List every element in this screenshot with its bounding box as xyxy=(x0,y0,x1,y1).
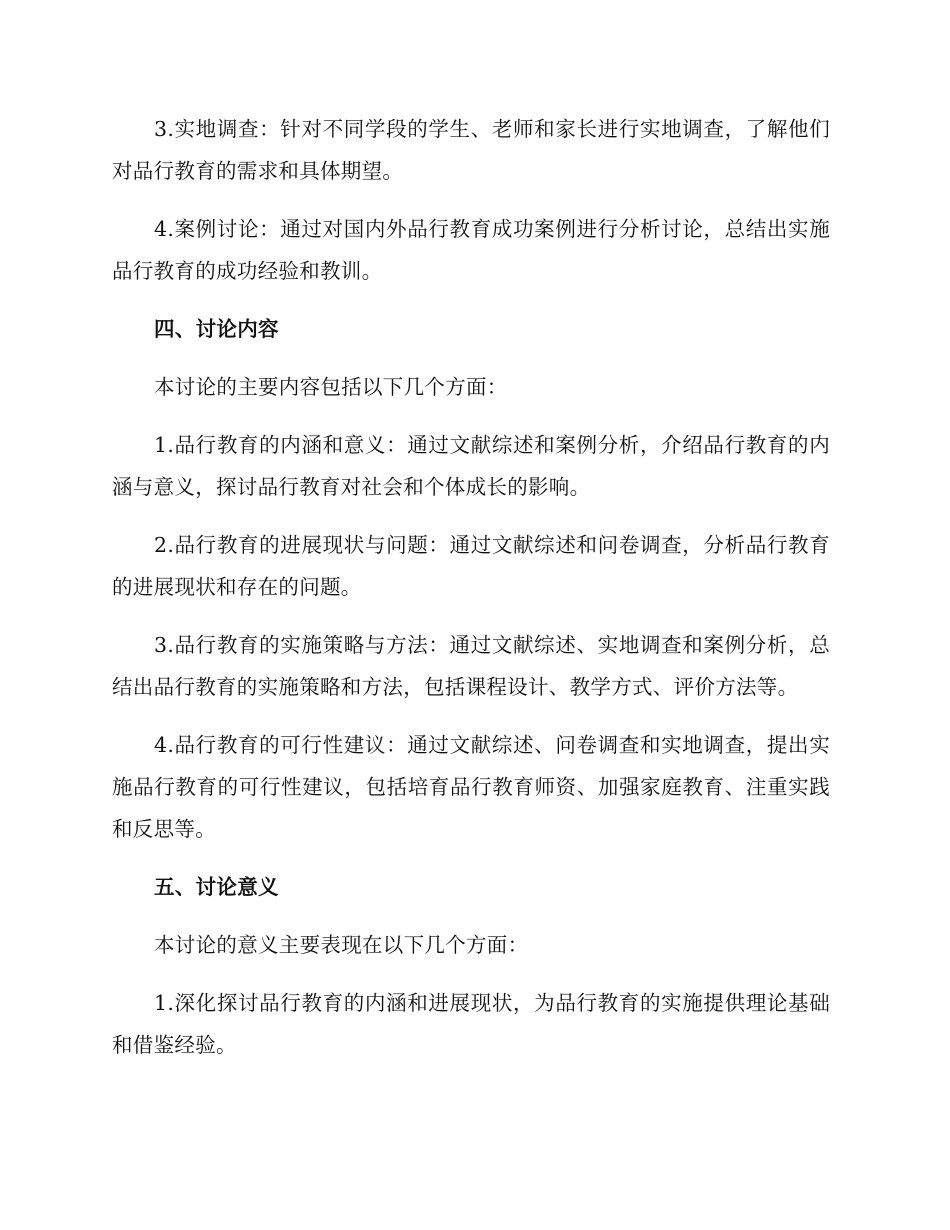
paragraph-content-item-2: 2.品行教育的进展现状与问题：通过文献综述和问卷调查，分析品行教育的进展现状和存在的问题。 xyxy=(112,533,830,599)
paragraph-significance-item-1: 1.深化探讨品行教育的内涵和进展现状，为品行教育的实施提供理论基础和借鉴经验。 xyxy=(112,991,830,1057)
paragraph-content-item-1: 1.品行教育的内涵和意义：通过文献综述和案例分析，介绍品行教育的内涵与意义，探讨品行教育对社会和个体成长的影响。 xyxy=(112,433,830,499)
paragraph-content-item-4: 4.品行教育的可行性建议：通过文献综述、问卷调查和实地调查，提出实施品行教育的可行性建议，包括培育品行教育师资、加强家庭教育、注重实践和反思等。 xyxy=(112,733,830,841)
paragraph-field-survey: 3.实地调查：针对不同学段的学生、老师和家长进行实地调查，了解他们对品行教育的需求和具体期望。 xyxy=(112,117,830,183)
document-page xyxy=(112,108,830,1082)
section-heading-discussion-significance: 五、讨论意义 xyxy=(154,875,279,899)
paragraph-content-intro: 本讨论的主要内容包括以下几个方面： xyxy=(154,375,508,399)
section-heading-discussion-content: 四、讨论内容 xyxy=(154,317,279,341)
paragraph-case-discussion: 4.案例讨论：通过对国内外品行教育成功案例进行分析讨论，总结出实施品行教育的成功经验和教训。 xyxy=(112,217,830,283)
paragraph-significance-intro: 本讨论的意义主要表现在以下几个方面： xyxy=(154,933,529,957)
paragraph-content-item-3: 3.品行教育的实施策略与方法：通过文献综述、实地调查和案例分析，总结出品行教育的实施策略和方法，包括课程设计、教学方式、评价方法等。 xyxy=(112,633,830,699)
